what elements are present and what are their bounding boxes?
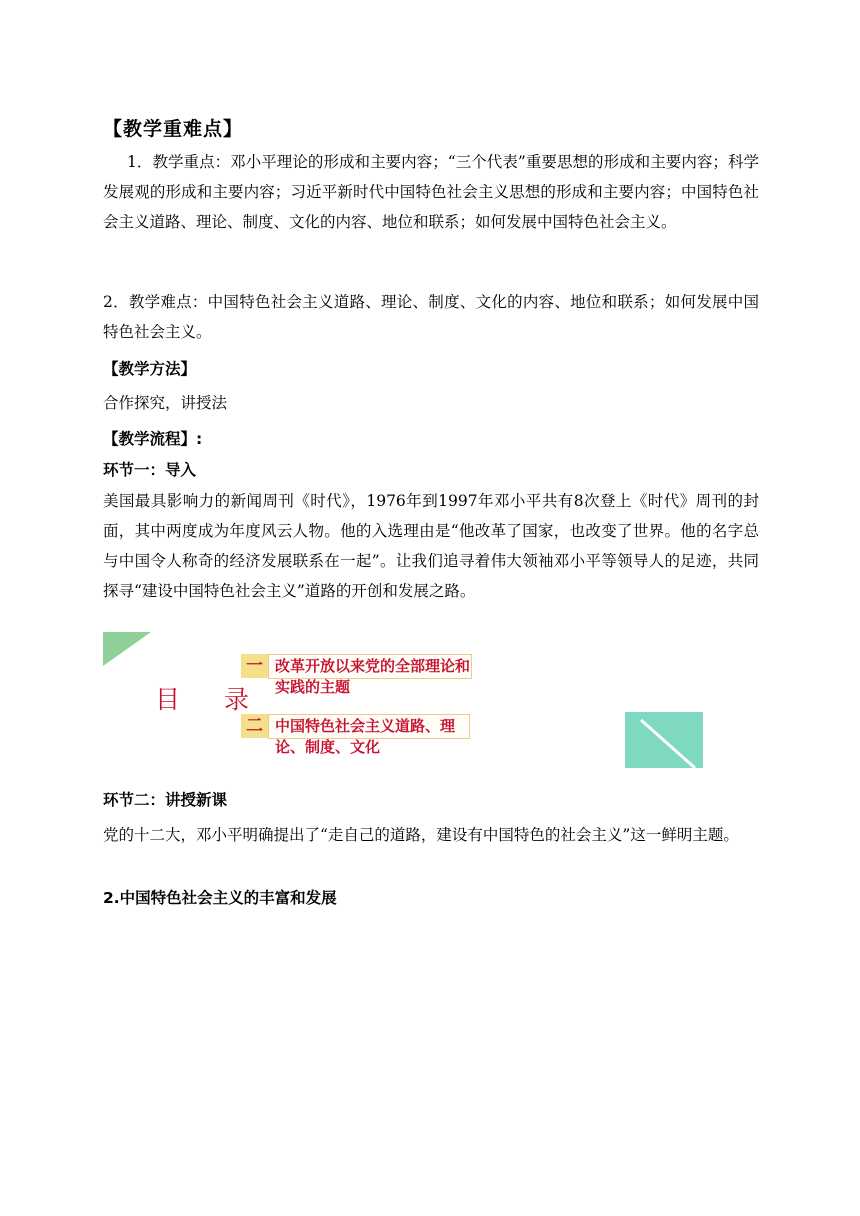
teaching-method-text: 合作探究，讲授法 — [103, 394, 228, 412]
heading-teaching-method: 【教学方法】 — [103, 360, 197, 378]
green-triangle-decoration — [103, 632, 151, 666]
step1-paragraph: 美国最具影响力的新闻周刊《时代》，1976年到1997年邓小平共有8次登上《时代》周刊的封面，其中两度成为年度风云人物。他的入选理由是“他改革了国家，也改变了世界。他的名字总与中国令人称奇的经济发展联系在一起”。让我们追寻着伟大领袖邓小平等领导人的足迹，共同探寻“建设中国特色社会主义”道路的开创和发展之路。 — [103, 492, 759, 600]
toc-item1-text: 改革开放以来党的全部理论和实践的主题 — [275, 657, 471, 696]
toc-item1-number: 一 — [241, 654, 268, 678]
step2-paragraph: 党的十二大，邓小平明确提出了“走自己的道路，建设有中国特色的社会主义”这一鲜明主题。 — [103, 826, 739, 844]
section2-title: 2.中国特色社会主义的丰富和发展 — [103, 889, 337, 907]
key-point-paragraph: 1．教学重点：邓小平理论的形成和主要内容；“三个代表”重要思想的形成和主要内容；科学发展观的形成和主要内容；习近平新时代中国特色社会主义思想的形成和主要内容；中国特色社会主义道路、理论、制度、文化的内容、地位和联系；如何发展中国特色社会主义。 — [103, 153, 759, 231]
step2-title: 环节二：讲授新课 — [103, 791, 228, 809]
step1-title: 环节一：导入 — [103, 461, 197, 479]
heading-teaching-process: 【教学流程】: — [103, 430, 203, 448]
toc-item2-number: 二 — [241, 714, 268, 738]
toc-item2-text: 中国特色社会主义道路、理论、制度、文化 — [275, 717, 456, 756]
toc-title: 目 录 — [155, 685, 267, 714]
heading-key-points: 【教学重难点】 — [103, 118, 244, 140]
toc-slide-image — [103, 632, 703, 768]
teal-triangle-decoration — [625, 712, 703, 768]
difficult-point-paragraph: 2．教学难点：中国特色社会主义道路、理论、制度、文化的内容、地位和联系；如何发展中国特色社会主义。 — [103, 293, 759, 341]
